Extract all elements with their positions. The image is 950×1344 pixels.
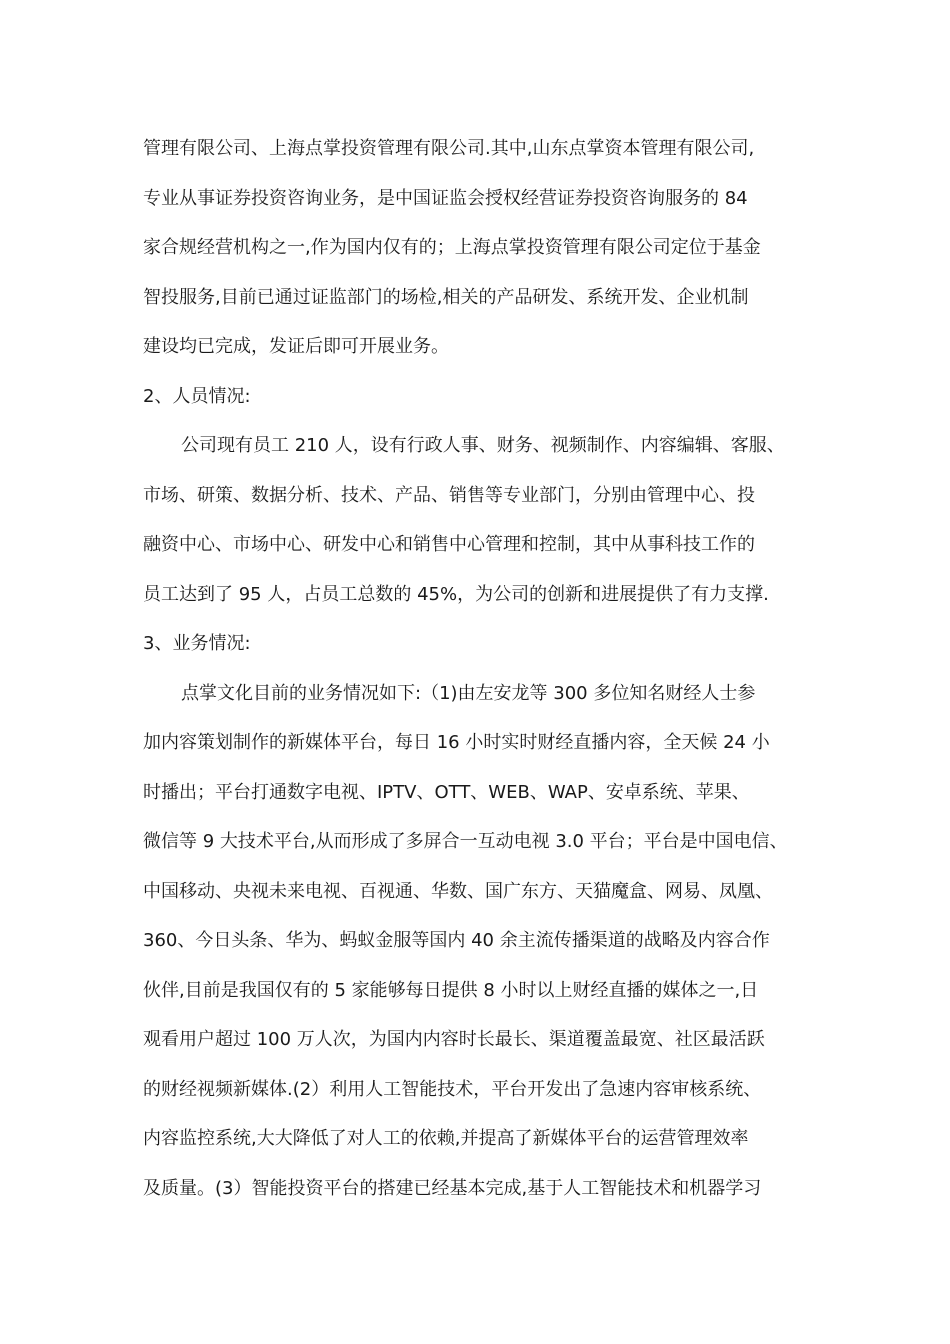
text-line: 员工达到了 95 人，占员工总数的 45%，为公司的创新和进展提供了有力支撑.	[143, 583, 769, 605]
section-heading-business: 3、业务情况:	[143, 633, 251, 654]
text-line: 360、今日头条、华为、蚂蚁金服等国内 40 余主流传播渠道的战略及内容合作	[143, 930, 770, 951]
text-line: 伙伴,目前是我国仅有的 5 家能够每日提供 8 小时以上财经直播的媒体之一,日	[143, 979, 759, 1001]
text-line: 点掌文化目前的业务情况如下:（1)由左安龙等 300 多位知名财经人士参	[181, 682, 756, 704]
text-line: 融资中心、市场中心、研发中心和销售中心管理和控制，其中从事科技工作的	[143, 534, 755, 555]
text-line: 时播出；平台打通数字电视、IPTV、OTT、WEB、WAP、安卓系统、苹果、	[143, 781, 750, 803]
text-line: 建设均已完成，发证后即可开展业务。	[143, 336, 449, 357]
text-line: 的财经视频新媒体.(2）利用人工智能技术，平台开发出了急速内容审核系统、	[143, 1078, 762, 1100]
text-line: 专业从事证券投资咨询业务，是中国证监会授权经营证券投资咨询服务的 84	[143, 187, 748, 209]
document-body	[143, 124, 813, 1213]
text-line: 公司现有员工 210 人，设有行政人事、财务、视频制作、内容编辑、客服、	[181, 435, 785, 456]
text-line: 市场、研策、数据分析、技术、产品、销售等专业部门，分别由管理中心、投	[143, 484, 755, 506]
text-line: 家合规经营机构之一,作为国内仅有的；上海点掌投资管理有限公司定位于基金	[143, 237, 761, 258]
text-line: 内容监控系统,大大降低了对人工的依赖,并提高了新媒体平台的运营管理效率	[143, 1128, 749, 1149]
text-line: 及质量。(3）智能投资平台的搭建已经基本完成,基于人工智能技术和机器学习	[143, 1177, 762, 1199]
text-line: 观看用户超过 100 万人次，为国内内容时长最长、渠道覆盖最宽、社区最活跃	[143, 1029, 765, 1050]
text-line: 智投服务,目前已通过证监部门的场检,相关的产品研发、系统开发、企业机制	[143, 286, 749, 308]
section-heading-personnel: 2、人员情况:	[143, 385, 251, 407]
text-line: 加内容策划制作的新媒体平台，每日 16 小时实时财经直播内容，全天候 24 小	[143, 732, 770, 753]
text-line: 中国移动、央视未来电视、百视通、华数、国广东方、天猫魔盒、网易、凤凰、	[143, 880, 773, 902]
text-line: 微信等 9 大技术平台,从而形成了多屏合一互动电视 3.0 平台；平台是中国电信、	[143, 831, 788, 852]
text-line: 管理有限公司、上海点掌投资管理有限公司.其中,山东点掌资本管理有限公司,	[143, 138, 755, 159]
